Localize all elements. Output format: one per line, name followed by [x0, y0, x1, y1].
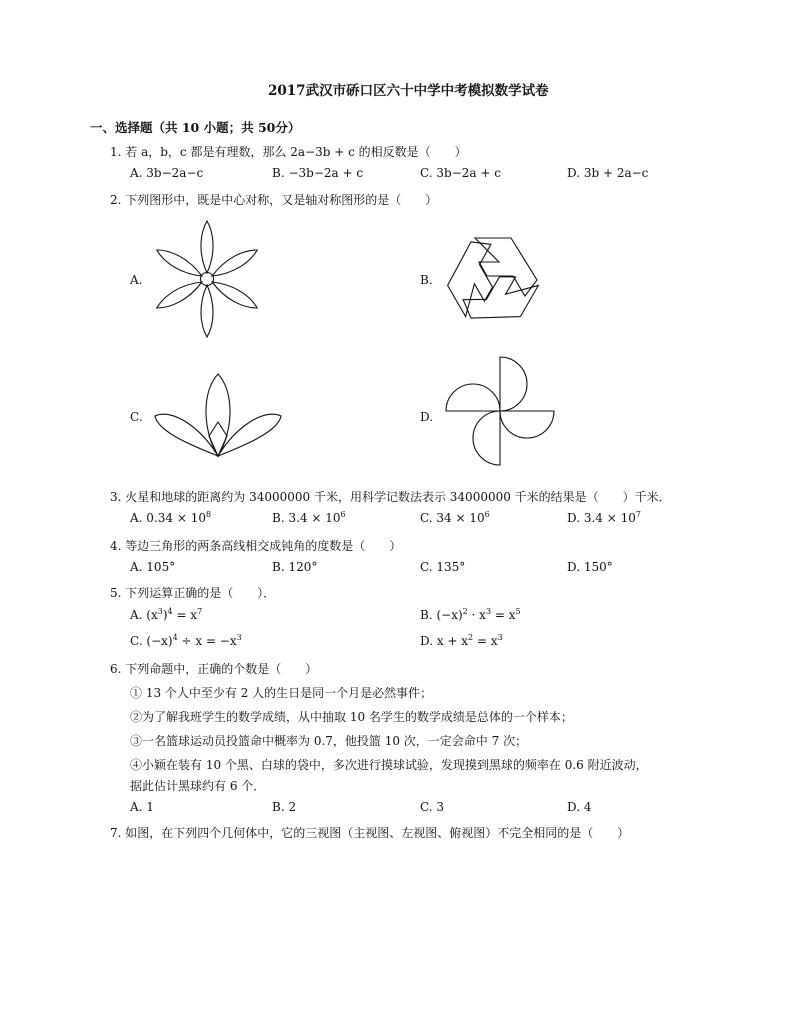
figure-d-windmill: [444, 355, 556, 467]
question-5-option-c: C. $(-x)^4 \div x = -x^3$: [130, 633, 242, 648]
question-5-option-b: B. $(-x)^2 \cdot x^3 = x^5$: [420, 607, 521, 622]
question-1-option-a: A. 3b−2a−c: [130, 166, 204, 180]
question-3-option-d: D. $3.4 \times 10^7$: [567, 510, 641, 525]
question-6-statement-2: ②为了解我班学生的数学成绩，从中抽取 10 名学生的数学成绩是总体的一个样本；: [130, 710, 573, 724]
question-3-option-b: B. $3.4 \times 10^6$: [272, 510, 346, 525]
section-heading: 一、选择题（共 10 小题；共 50分）: [90, 120, 301, 135]
question-2-option-a: A.: [130, 273, 143, 287]
question-3-option-c: C. $34 \times 10^6$: [420, 510, 490, 525]
question-1-option-d: D. 3b + 2a−c: [567, 166, 649, 180]
question-6-option-c: C. 3: [420, 800, 445, 814]
figure-c-lotus: [153, 372, 283, 462]
question-6-option-b: B. 2: [272, 800, 297, 814]
question-6-statement-4: ④小颖在装有 10 个黑、白球的袋中，多次进行摸球试验，发现摸到黑球的频率在 0.6 附近波动，: [130, 758, 648, 772]
question-1-option-b: B. −3b−2a + c: [272, 166, 364, 180]
question-2-option-b: B.: [420, 273, 433, 287]
question-4-option-c: C. 135°: [420, 560, 466, 574]
question-5-option-d: D. $x + x^2 = x^3$: [420, 633, 503, 648]
question-4-option-b: B. 120°: [272, 560, 318, 574]
question-2-option-c: C.: [130, 410, 143, 424]
question-1-option-c: C. 3b−2a + c: [420, 166, 501, 180]
question-6-statement-1: ① 13 个人中至少有 2 人的生日是同一个月是必然事件；: [130, 686, 433, 700]
question-7-stem: 7. 如图，在下列四个几何体中，它的三视图（主视图、左视图、俯视图）不完全相同的是（ ）: [110, 826, 630, 840]
question-4-option-a: A. 105°: [130, 560, 176, 574]
question-6-statement-4-cont: 据此估计黑球约有 6 个．: [130, 779, 266, 793]
question-3-stem: 3. 火星和地球的距离约为 34000000 千米，用科学记数法表示 34000000 千米的结果是（ ）千米．: [110, 490, 671, 504]
question-1-stem: 1. 若 a，b，c 都是有理数，那么 2a−3b + c 的相反数是（ ）: [110, 145, 467, 159]
question-6-option-d: D. 4: [567, 800, 592, 814]
question-6-statement-3: ③一名篮球运动员投篮命中概率为 0.7，他投篮 10 次，一定会命中 7 次；: [130, 734, 528, 748]
question-3-option-a: A. $0.34 \times 10^8$: [130, 510, 212, 525]
question-2-stem: 2. 下列图形中，既是中心对称，又是轴对称图形的是（ ）: [110, 193, 438, 207]
question-5-option-a: A. $(x^3)^4 = x^7$: [130, 607, 203, 622]
question-2-option-d: D.: [420, 410, 434, 424]
question-6-option-a: A. 1: [130, 800, 154, 814]
question-6-stem: 6. 下列命题中，正确的个数是（ ）: [110, 662, 318, 676]
figure-b-triangular-arrows: [443, 234, 543, 326]
question-5-stem: 5. 下列运算正确的是（ ）．: [110, 586, 276, 600]
question-4-stem: 4. 等边三角形的两条高线相交成钝角的度数是（ ）: [110, 539, 402, 553]
figure-a-flower: [147, 219, 267, 339]
page-title: 2017武汉市硚口区六十中学中考模拟数学试卷: [268, 83, 549, 99]
question-4-option-d: D. 150°: [567, 560, 613, 574]
